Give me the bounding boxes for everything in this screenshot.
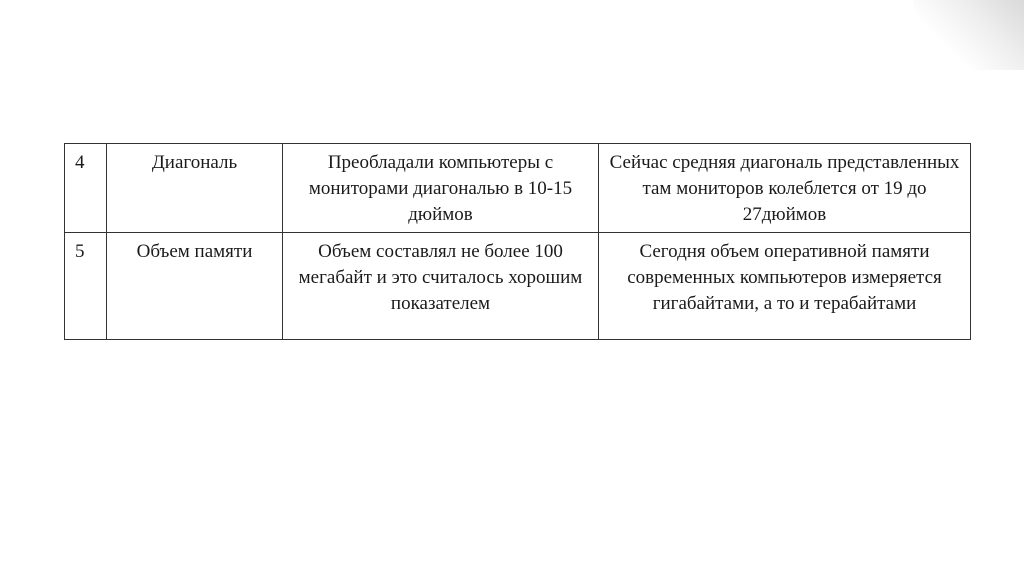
table-row — [65, 144, 971, 233]
comparison-table — [64, 143, 971, 340]
before-cell: Преобладали компьютеры с мониторами диагональю в 10-15 дюймов — [283, 144, 599, 233]
now-cell: Сегодня объем оперативной памяти современных компьютеров измеряется гигабайтами, а то и терабайтами — [599, 233, 971, 340]
row-number-cell: 4 — [65, 144, 107, 233]
page-corner-shadow — [914, 0, 1024, 70]
before-cell: Объем составлял не более 100 мегабайт и это считалось хорошим показателем — [283, 233, 599, 340]
parameter-cell: Объем памяти — [107, 233, 283, 340]
table-row — [65, 233, 971, 340]
parameter-cell: Диагональ — [107, 144, 283, 233]
row-number-cell: 5 — [65, 233, 107, 340]
now-cell: Сейчас средняя диагональ представленных там мониторов колеблется от 19 до 27дюймов — [599, 144, 971, 233]
